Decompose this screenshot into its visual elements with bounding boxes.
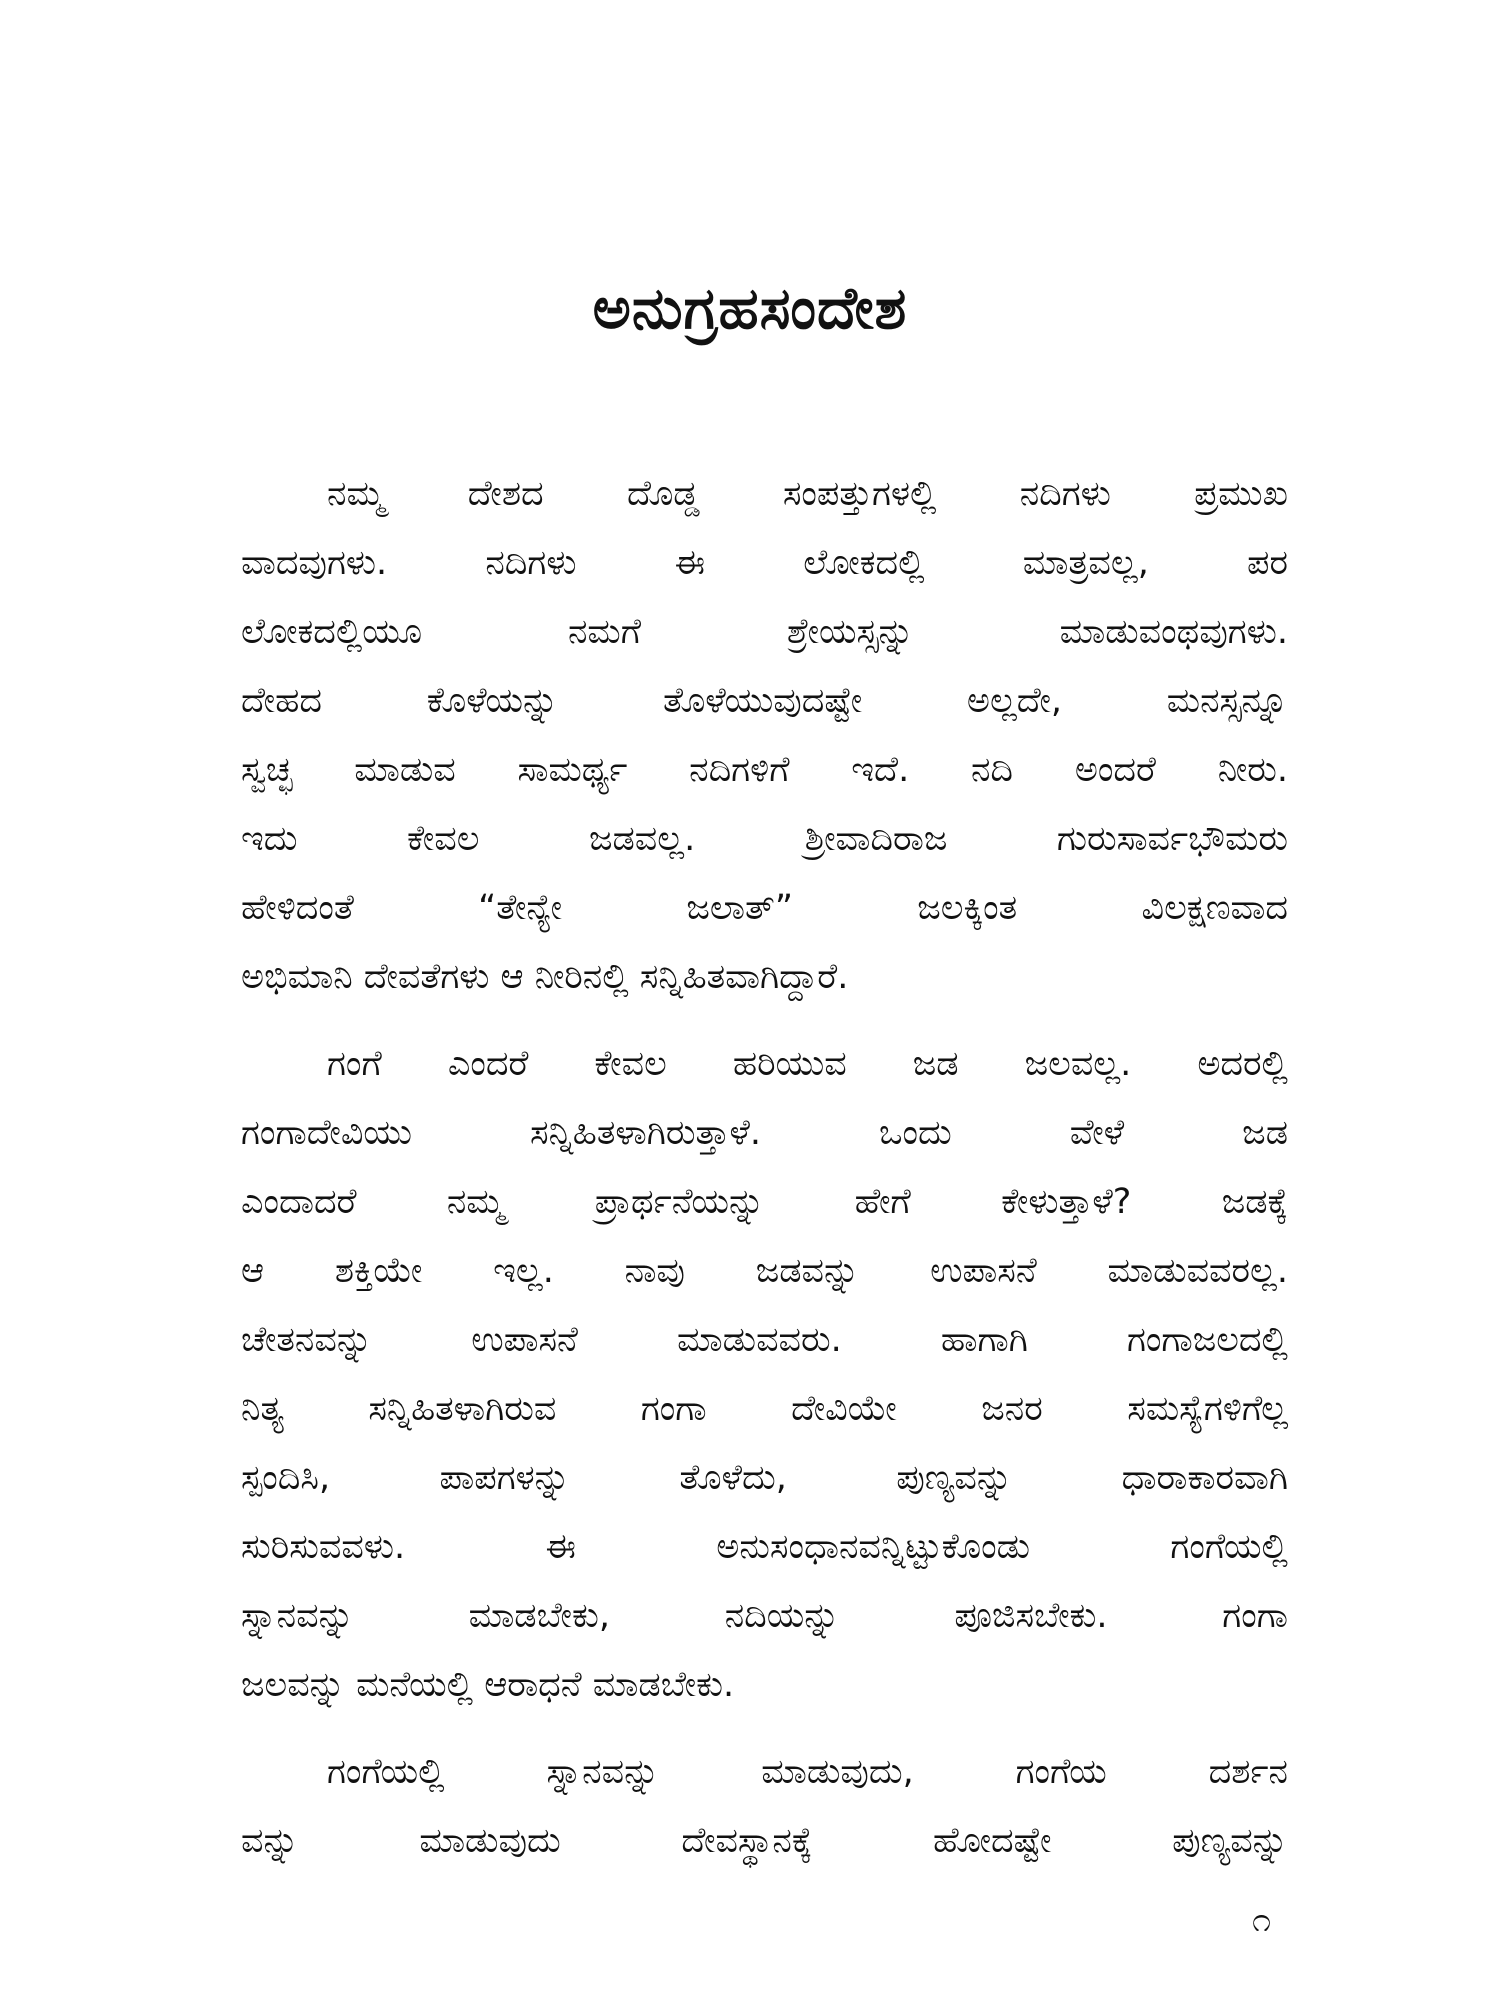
paragraph-3 xyxy=(241,1738,1288,1876)
text-line: ಗಂಗೆಯಲ್ಲಿ ಸ್ನಾನವನ್ನು ಮಾಡುವುದು, ಗಂಗೆಯ ದರ್ಶನ xyxy=(327,1752,1288,1792)
text-line: ಇದು ಕೇವಲ ಜಡವಲ್ಲ. ಶ್ರೀವಾದಿರಾಜ ಗುರುಸಾರ್ವಭೌಮರು xyxy=(241,819,1288,859)
text-line: ಸ್ಪಂದಿಸಿ, ಪಾಪಗಳನ್ನು ತೊಳೆದು, ಪುಣ್ಯವನ್ನು ಧಾರಾಕಾರವಾಗಿ xyxy=(241,1458,1288,1498)
text-line: ಸ್ನಾನವನ್ನು ಮಾಡಬೇಕು, ನದಿಯನ್ನು ಪೂಜಿಸಬೇಕು. ಗಂಗಾ xyxy=(241,1596,1288,1636)
paragraph-2 xyxy=(241,1030,1288,1720)
text-line: ಗಂಗಾದೇವಿಯು ಸನ್ನಿಹಿತಳಾಗಿರುತ್ತಾಳೆ. ಒಂದು ವೇಳೆ ಜಡ xyxy=(241,1113,1288,1153)
page-title: ಅನುಗ್ರಹಸಂದೇಶ xyxy=(592,273,908,342)
paragraph-1 xyxy=(241,460,1288,1012)
page-number: ೧ xyxy=(1252,1900,1272,1940)
text-line: ನಿತ್ಯ ಸನ್ನಿಹಿತಳಾಗಿರುವ ಗಂಗಾ ದೇವಿಯೇ ಜನರ ಸಮಸ್ಯೆಗಳಿಗೆಲ್ಲ xyxy=(241,1389,1288,1429)
text-line: ಜಲವನ್ನು ಮನೆಯಲ್ಲಿ ಆರಾಧನೆ ಮಾಡಬೇಕು. xyxy=(241,1665,735,1705)
text-line: ನಮ್ಮ ದೇಶದ ದೊಡ್ಡ ಸಂಪತ್ತುಗಳಲ್ಲಿ ನದಿಗಳು ಪ್ರಮುಖ xyxy=(327,474,1288,514)
text-line: ಸುರಿಸುವವಳು. ಈ ಅನುಸಂಧಾನವನ್ನಿಟ್ಟುಕೊಂಡು ಗಂಗೆಯಲ್ಲಿ xyxy=(241,1527,1288,1567)
text-line: ವನ್ನು ಮಾಡುವುದು ದೇವಸ್ಥಾನಕ್ಕೆ ಹೋದಷ್ಟೇ ಪುಣ್ಯವನ್ನು xyxy=(241,1821,1288,1861)
text-line: ಚೇತನವನ್ನು ಉಪಾಸನೆ ಮಾಡುವವರು. ಹಾಗಾಗಿ ಗಂಗಾಜಲದಲ್ಲಿ xyxy=(241,1320,1288,1360)
text-line: ಆ ಶಕ್ತಿಯೇ ಇಲ್ಲ. ನಾವು ಜಡವನ್ನು ಉಪಾಸನೆ ಮಾಡುವವರಲ್ಲ. xyxy=(241,1251,1288,1291)
text-line: ಅಭಿಮಾನಿ ದೇವತೆಗಳು ಆ ನೀರಿನಲ್ಲಿ ಸನ್ನಿಹಿತವಾಗಿದ್ದಾರೆ. xyxy=(241,957,849,997)
text-line: ಹೇಳಿದಂತೆ “ತೇನ್ಯೇ ಜಲಾತ್” ಜಲಕ್ಕಿಂತ ವಿಲಕ್ಷಣವಾದ xyxy=(241,888,1288,928)
text-line: ದೇಹದ ಕೊಳೆಯನ್ನು ತೊಳೆಯುವುದಷ್ಟೇ ಅಲ್ಲದೇ, ಮನಸ್ಸನ್ನೂ xyxy=(241,681,1288,721)
text-line: ವಾದವುಗಳು. ನದಿಗಳು ಈ ಲೋಕದಲ್ಲಿ ಮಾತ್ರವಲ್ಲ, ಪರ xyxy=(241,543,1288,583)
text-line: ಲೋಕದಲ್ಲಿಯೂ ನಮಗೆ ಶ್ರೇಯಸ್ಸನ್ನು ಮಾಡುವಂಥವುಗಳು. xyxy=(241,612,1288,652)
text-line: ಸ್ವಚ್ಛ ಮಾಡುವ ಸಾಮರ್ಥ್ಯ ನದಿಗಳಿಗೆ ಇದೆ. ನದಿ ಅಂದರೆ ನೀರು. xyxy=(241,750,1288,790)
text-line: ಎಂದಾದರೆ ನಮ್ಮ ಪ್ರಾರ್ಥನೆಯನ್ನು ಹೇಗೆ ಕೇಳುತ್ತಾಳೆ? ಜಡಕ್ಕೆ xyxy=(241,1182,1288,1222)
text-line: ಗಂಗೆ ಎಂದರೆ ಕೇವಲ ಹರಿಯುವ ಜಡ ಜಲವಲ್ಲ. ಅದರಲ್ಲಿ xyxy=(327,1044,1288,1084)
